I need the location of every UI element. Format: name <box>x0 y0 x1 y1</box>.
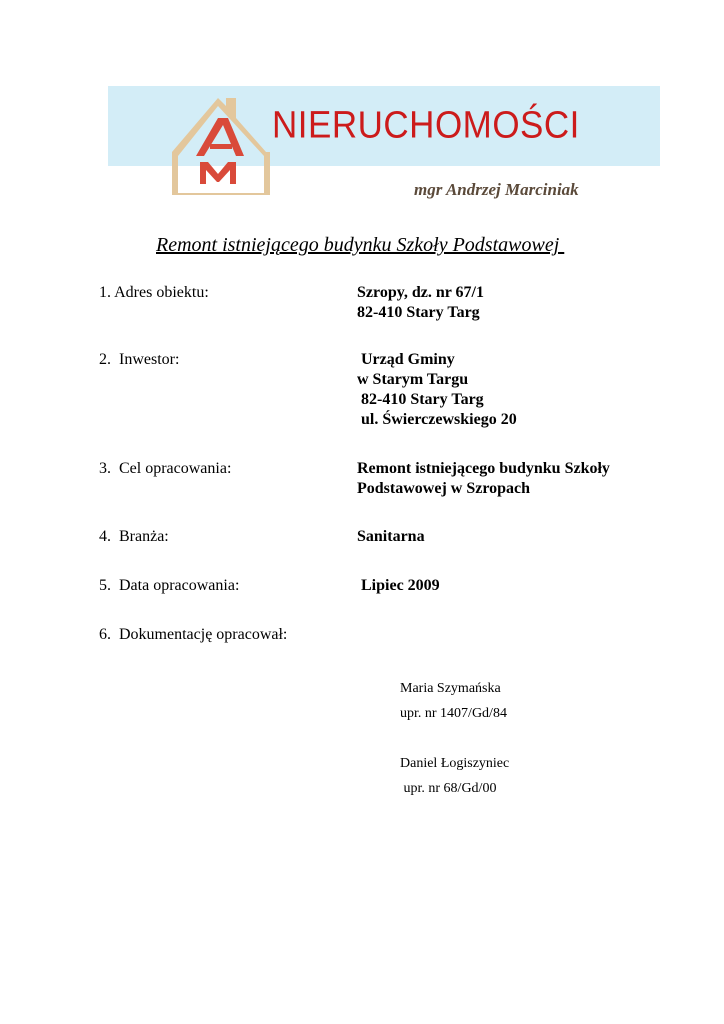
item-label-purpose: 3. Cel opracowania: <box>99 460 232 477</box>
item-value-investor-line1: Urząd Gminy <box>357 351 455 368</box>
item-label-address: 1. Adres obiektu: <box>99 284 209 301</box>
item-label-branch: 4. Branża: <box>99 528 169 545</box>
brand-name: NIERUCHOMOŚCI <box>272 104 580 147</box>
item-label-date: 5. Data opracowania: <box>99 577 240 594</box>
item-label-prepared-by: 6. Dokumentację opracował: <box>99 626 288 643</box>
item-value-purpose-line1: Remont istniejącego budynku Szkoły <box>357 460 610 477</box>
item-value-address-line2: 82-410 Stary Targ <box>357 304 480 321</box>
author-name-1: Maria Szymańska <box>400 681 501 696</box>
author-license-1: upr. nr 1407/Gd/84 <box>400 706 507 721</box>
item-value-investor-line2: w Starym Targu <box>357 371 469 388</box>
owner-name: mgr Andrzej Marciniak <box>414 180 579 199</box>
item-label-investor: 2. Inwestor: <box>99 351 180 368</box>
item-value-address-line1: Szropy, dz. nr 67/1 <box>357 284 484 301</box>
author-license-2: upr. nr 68/Gd/00 <box>400 781 497 796</box>
house-logo-icon <box>166 94 272 198</box>
item-value-investor-line3: 82-410 Stary Targ <box>357 391 484 408</box>
item-value-purpose-line2: Podstawowej w Szropach <box>357 480 531 497</box>
item-value-investor-line4: ul. Świerczewskiego 20 <box>357 411 517 428</box>
document-title: Remont istniejącego budynku Szkoły Podstawowej <box>156 234 565 256</box>
item-value-date: Lipiec 2009 <box>357 577 440 594</box>
item-value-branch: Sanitarna <box>357 528 425 545</box>
author-name-2: Daniel Łogiszyniec <box>400 756 510 771</box>
